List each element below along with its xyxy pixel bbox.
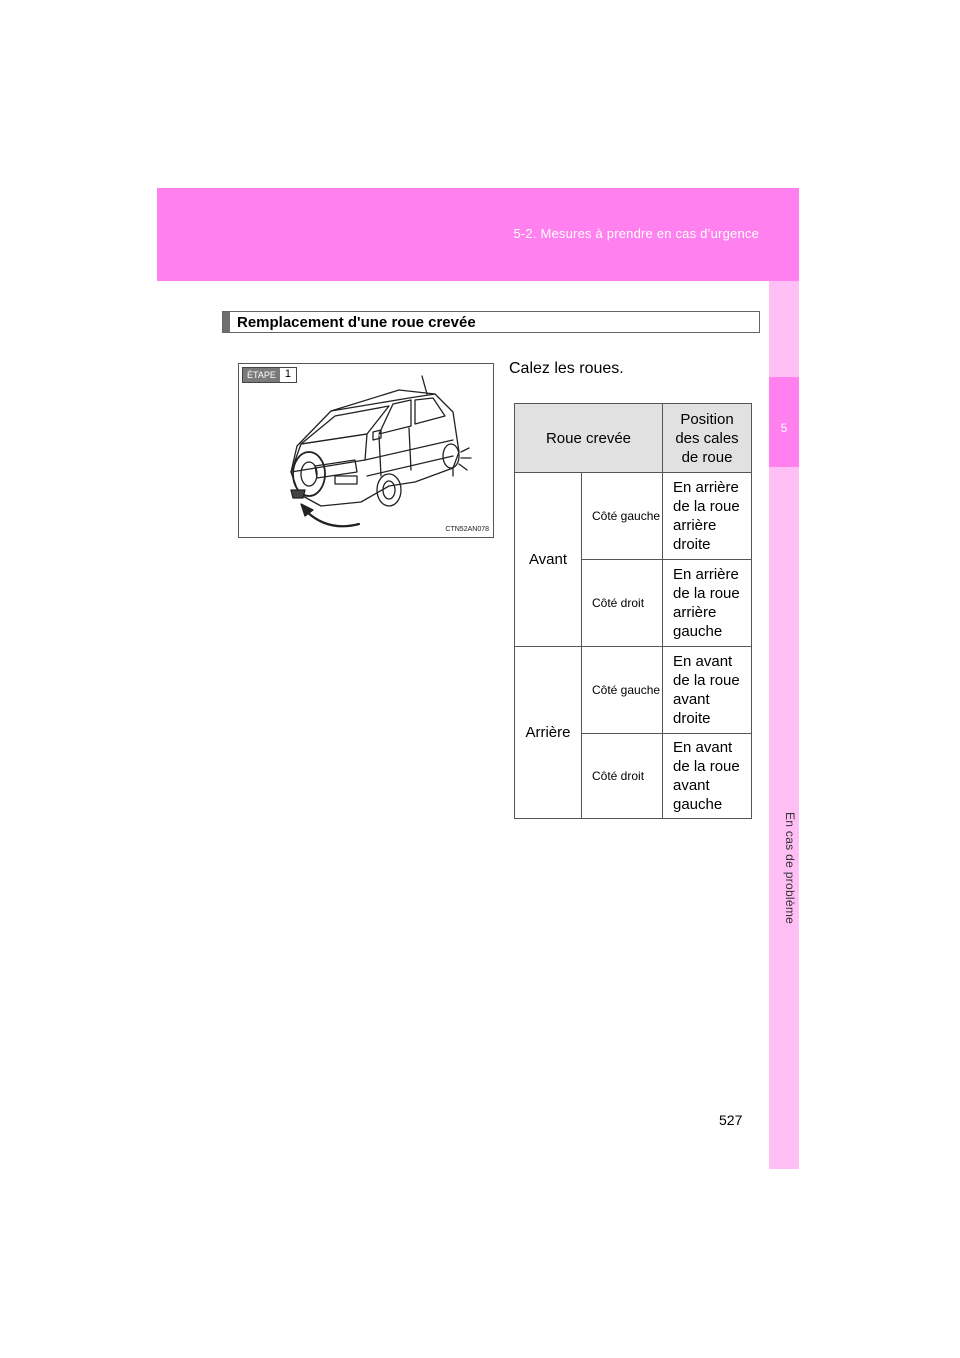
chapter-title: En cas de problème xyxy=(783,812,797,925)
table-row xyxy=(515,647,752,734)
chapter-number: 5 xyxy=(780,421,788,435)
side-cell: Côté droit xyxy=(582,560,663,647)
page-number: 527 xyxy=(719,1112,743,1128)
heading-marker xyxy=(223,312,230,332)
step-number: 1 xyxy=(280,368,296,382)
position-cell: En avant de la roue avant gauche xyxy=(663,734,752,819)
step-label: ÉTAPE xyxy=(243,368,280,382)
position-cell: En arrière de la roue arrière droite xyxy=(663,473,752,560)
side-cell: Côté gauche xyxy=(582,647,663,734)
step-instruction: Calez les roues. xyxy=(509,360,624,377)
position-cell: En arrière de la roue arrière gauche xyxy=(663,560,752,647)
side-cell: Côté droit xyxy=(582,734,663,819)
suv-with-wheel-chock-illustration xyxy=(239,364,493,537)
section-heading xyxy=(222,311,760,333)
wheel-chock-table xyxy=(514,403,752,819)
chapter-header-band xyxy=(157,188,799,281)
position-cell: En avant de la roue avant droite xyxy=(663,647,752,734)
figure-code: CTN52AN078 xyxy=(445,526,489,533)
chapter-tab[interactable] xyxy=(769,377,799,467)
section-heading-text: Remplacement d'une roue crevée xyxy=(237,314,476,331)
group-rear: Arrière xyxy=(515,647,582,819)
group-front: Avant xyxy=(515,473,582,647)
table-row xyxy=(515,473,752,560)
side-cell: Côté gauche xyxy=(582,473,663,560)
vehicle-illustration xyxy=(238,363,494,538)
table-header-row xyxy=(515,404,752,473)
header-chock-position: Position des cales de roue xyxy=(663,404,752,473)
section-title: 5-2. Mesures à prendre en cas d’urgence xyxy=(513,226,759,241)
header-flat-tire: Roue crevée xyxy=(515,404,663,473)
